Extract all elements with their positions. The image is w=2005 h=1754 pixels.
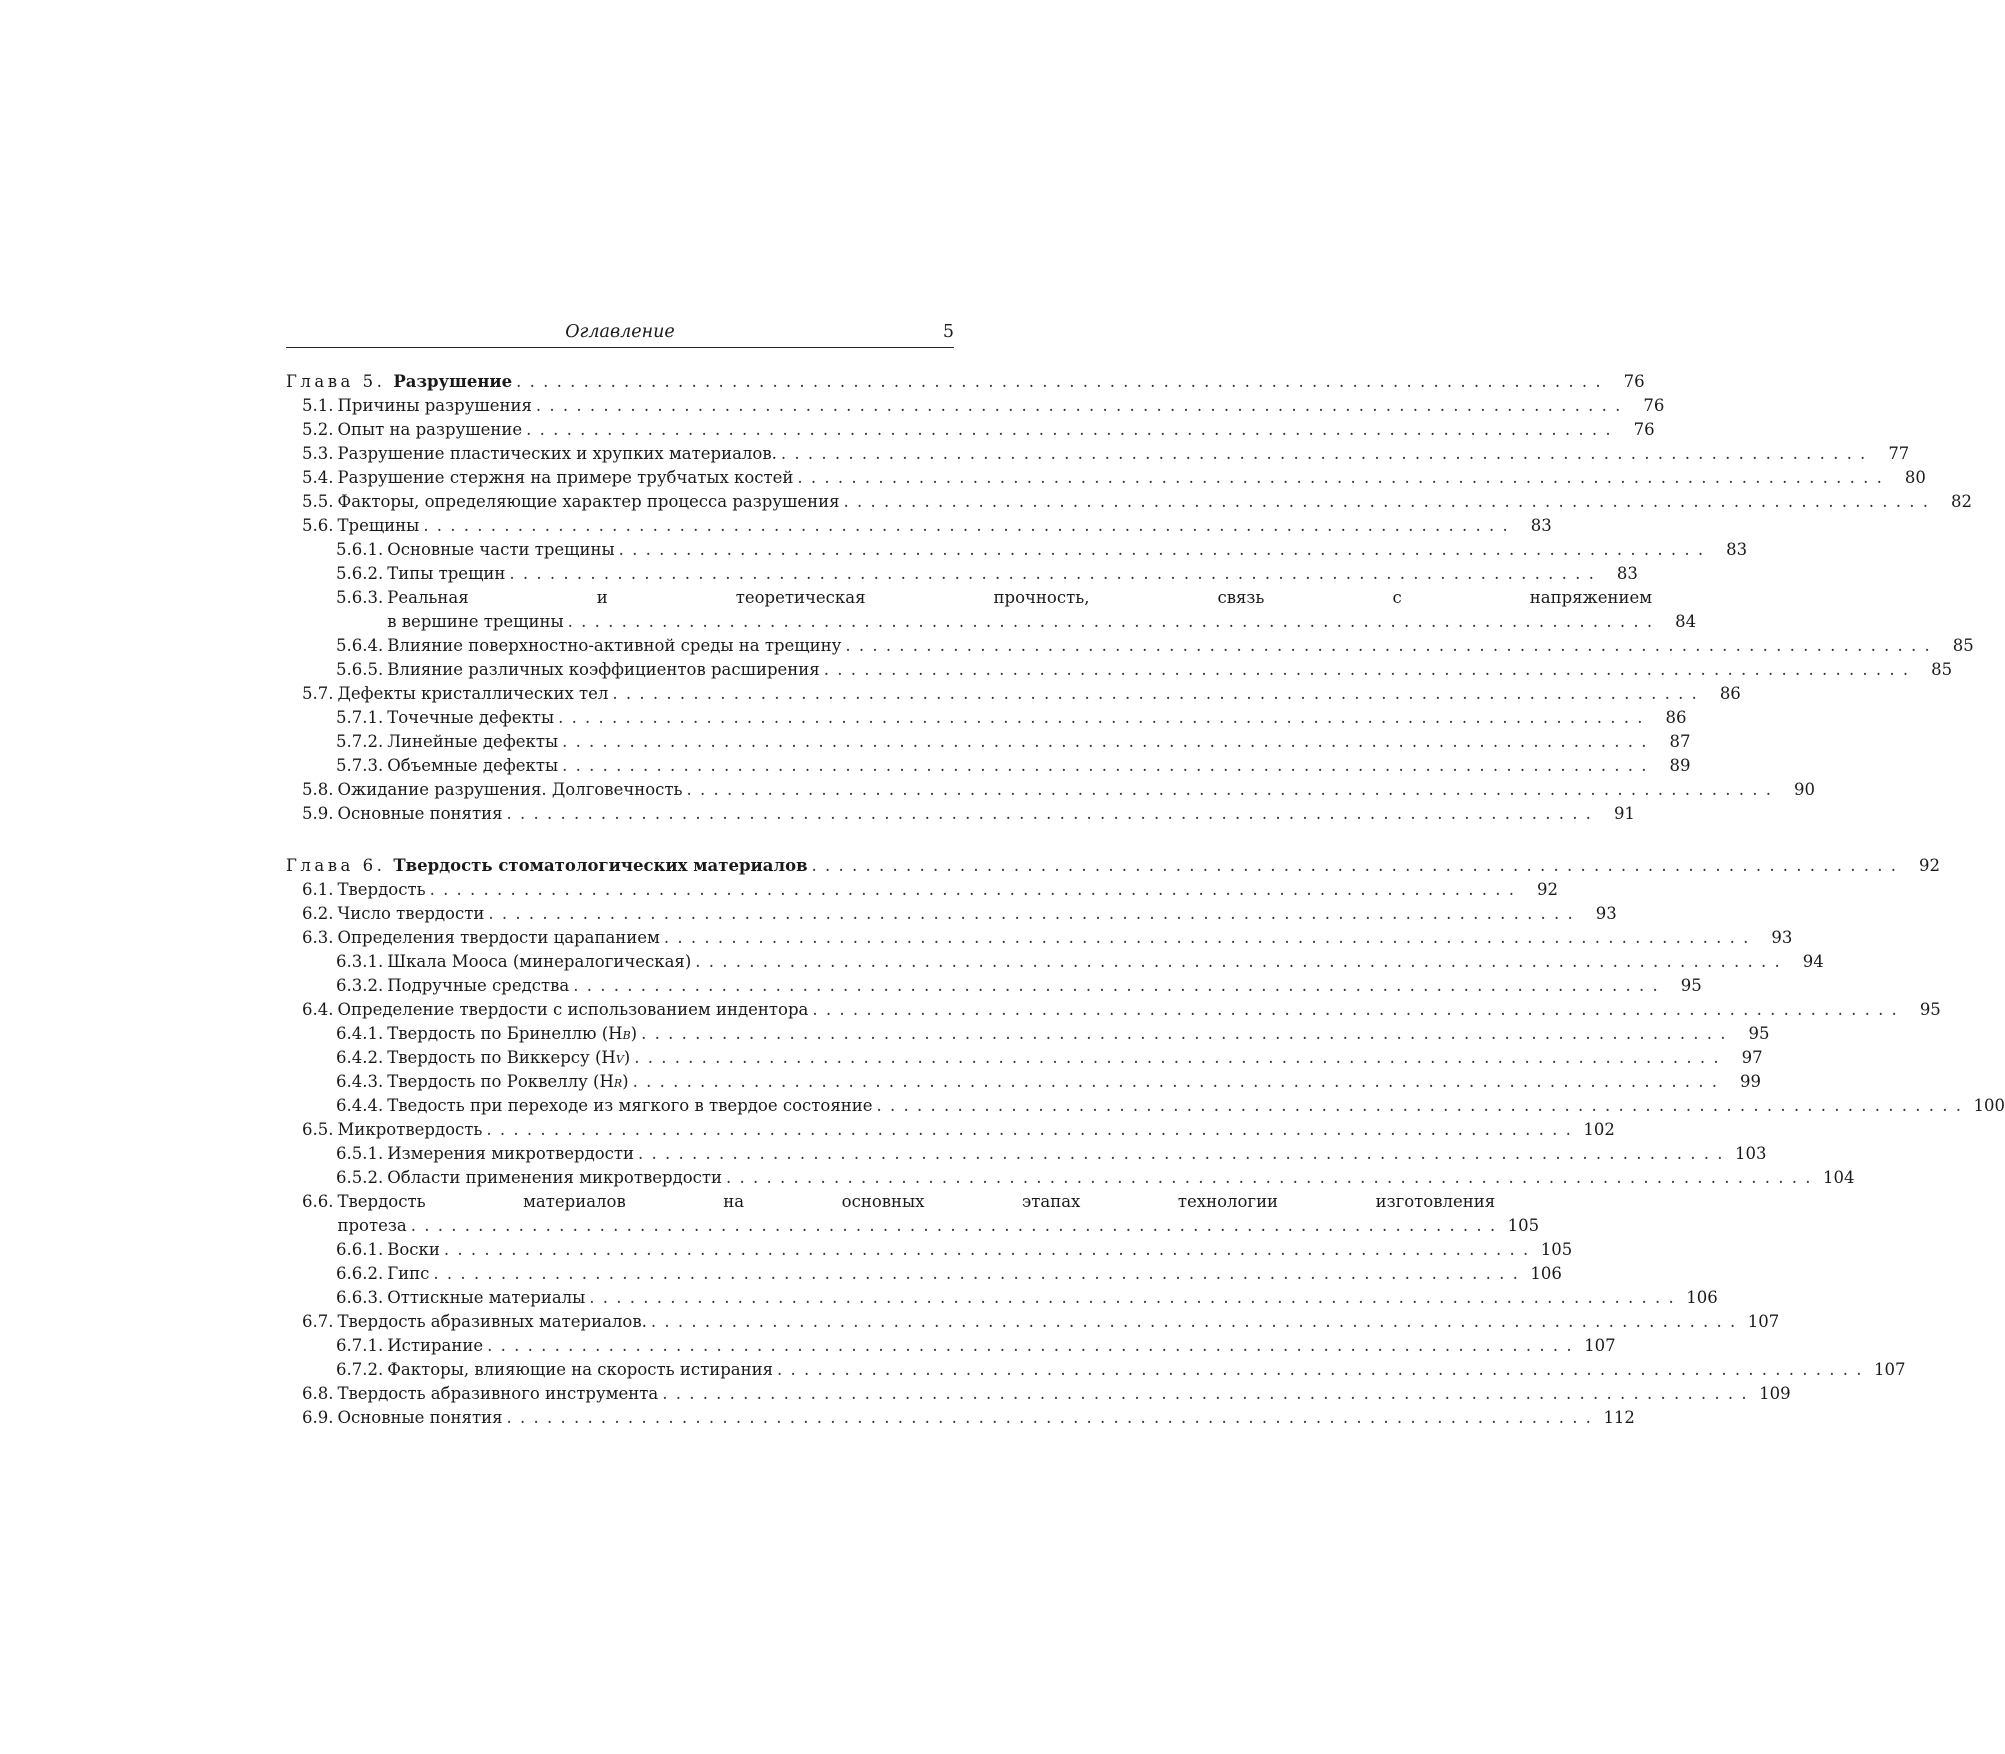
- item-label: Объемные дефекты: [387, 756, 559, 775]
- toc-item-5-6-5[interactable]: [286, 658, 1953, 682]
- toc-item-6-4[interactable]: [286, 998, 1941, 1022]
- page-ref: 95: [1680, 976, 1702, 995]
- chapter-title: Твердость стоматологических материалов: [393, 856, 808, 875]
- toc-item-6-4-4[interactable]: [286, 1094, 2005, 1118]
- item-label-tail: ): [630, 1024, 638, 1043]
- leader-dots: [486, 1118, 1570, 1142]
- leader-dots: [612, 682, 1696, 706]
- item-label-line2: протеза: [337, 1216, 407, 1235]
- page-ref: 90: [1793, 780, 1815, 799]
- page-ref: 105: [1507, 1216, 1540, 1235]
- item-label-tail: ): [622, 1072, 629, 1091]
- item-label-line2: в вершине трещины: [387, 612, 564, 631]
- item-label: Определения твердости царапанием: [337, 928, 660, 947]
- item-number: 6.4.4.: [336, 1096, 384, 1115]
- page-ref: 92: [1537, 880, 1559, 899]
- item-label: Разрушение стержня на примере трубчатых костей: [337, 468, 794, 487]
- page-ref: 109: [1759, 1384, 1791, 1403]
- page-ref: 87: [1669, 732, 1691, 751]
- toc-chapter-6[interactable]: [286, 854, 1940, 878]
- page-ref: 76: [1643, 396, 1665, 415]
- leader-dots: [797, 466, 1881, 490]
- item-number: 6.5.2.: [336, 1168, 384, 1187]
- toc-item-5-6-3[interactable]: [286, 586, 1697, 634]
- leader-dots: [824, 658, 1908, 682]
- toc-item-5-6-4[interactable]: [286, 634, 1974, 658]
- toc-item-5-7-2[interactable]: [286, 730, 1691, 754]
- item-number: 6.3.2.: [336, 976, 384, 995]
- toc-item-6-5-2[interactable]: [286, 1166, 1855, 1190]
- item-number: 6.4.2.: [336, 1048, 384, 1067]
- item-number: 6.6.1.: [336, 1240, 384, 1259]
- item-number: 6.6.2.: [336, 1264, 384, 1283]
- item-label-subscript: B: [622, 1029, 631, 1042]
- item-number: 5.6.1.: [336, 540, 384, 559]
- item-label: Истирание: [387, 1336, 484, 1355]
- item-number: 5.2.: [302, 420, 334, 439]
- item-label: Опыт на разрушение: [337, 420, 523, 439]
- leader-dots: [664, 926, 1748, 950]
- item-label: Гипс: [387, 1264, 430, 1283]
- item-label: Твердость по Бринеллю (H: [387, 1024, 623, 1043]
- item-label: Трещины: [337, 516, 420, 535]
- leader-dots: [487, 1334, 1571, 1358]
- page-ref: 106: [1686, 1288, 1718, 1307]
- leader-dots: [516, 370, 1600, 394]
- header-rule: [286, 347, 954, 348]
- leader-dots: [568, 610, 1652, 634]
- item-number: 6.4.1.: [336, 1024, 384, 1043]
- leader-dots: [641, 1022, 1725, 1046]
- page-ref: 97: [1741, 1048, 1763, 1067]
- item-number: 6.9.: [302, 1408, 334, 1427]
- item-number: 5.6.: [302, 516, 334, 535]
- page-ref: 76: [1623, 372, 1645, 391]
- item-number: 5.6.4.: [336, 636, 384, 655]
- item-number: 6.7.2.: [336, 1360, 384, 1379]
- item-label: Число твердости: [337, 904, 485, 923]
- toc-item-6-6[interactable]: [286, 1190, 1540, 1238]
- chapter-prefix: Глава 5.: [286, 372, 386, 391]
- toc-item-6-1[interactable]: [286, 878, 1559, 902]
- leader-dots: [526, 418, 1610, 442]
- leader-dots: [695, 950, 1779, 974]
- chapter-prefix: Глава 6.: [286, 856, 386, 875]
- leader-dots: [423, 514, 1507, 538]
- page-ref: 86: [1719, 684, 1741, 703]
- item-number: 5.6.5.: [336, 660, 384, 679]
- leader-dots: [777, 1358, 1861, 1382]
- toc-item-5-6-1[interactable]: [286, 538, 1748, 562]
- toc-item-6-2[interactable]: [286, 902, 1617, 926]
- page-ref: 83: [1530, 516, 1552, 535]
- item-number: 5.7.1.: [336, 708, 384, 727]
- toc-item-5-8[interactable]: [286, 778, 1815, 802]
- item-label: Твердость по Виккерсу (H: [387, 1048, 616, 1067]
- item-label: Микротвердость: [337, 1120, 483, 1139]
- item-number: 6.3.1.: [336, 952, 384, 971]
- page-ref: 82: [1950, 492, 1972, 511]
- item-label: Типы трещин: [387, 564, 506, 583]
- item-number: 5.7.2.: [336, 732, 384, 751]
- page-ref: 102: [1583, 1120, 1615, 1139]
- item-label-tail: ): [623, 1048, 631, 1067]
- item-label: Влияние поверхностно-активной среды на трещину: [387, 636, 842, 655]
- page-ref: 85: [1931, 660, 1953, 679]
- item-label: Основные части трещины: [387, 540, 615, 559]
- leader-dots: [845, 634, 1929, 658]
- toc-item-5-7-3[interactable]: [286, 754, 1691, 778]
- leader-dots: [536, 394, 1620, 418]
- item-label-line1: Твердость материалов на основных этапах технологии изготовления: [337, 1192, 1496, 1211]
- leader-dots: [507, 802, 1591, 826]
- item-label: Ожидание разрушения. Долговечность: [337, 780, 683, 799]
- toc-item-5-4[interactable]: [286, 466, 1926, 490]
- toc-item-6-5-1[interactable]: [286, 1142, 1767, 1166]
- toc-item-6-6-2[interactable]: [286, 1262, 1562, 1286]
- page-ref: 95: [1748, 1024, 1770, 1043]
- item-label: Твердость абразивного инструмента: [337, 1384, 659, 1403]
- leader-dots: [509, 562, 1593, 586]
- item-label: Факторы, определяющие характер процесса разрушения: [337, 492, 840, 511]
- item-number: 5.1.: [302, 396, 334, 415]
- page-ref: 89: [1669, 756, 1691, 775]
- item-label-subscript: V: [615, 1053, 624, 1066]
- chapter-gap: [286, 826, 954, 854]
- item-number: 6.4.: [302, 1000, 334, 1019]
- leader-dots: [558, 706, 1642, 730]
- page-ref: 103: [1734, 1144, 1767, 1163]
- item-number: 6.7.: [302, 1312, 334, 1331]
- page-ref: 105: [1540, 1240, 1573, 1259]
- item-number: 6.5.: [302, 1120, 334, 1139]
- running-header: [286, 320, 954, 348]
- toc-item-6-6-3[interactable]: [286, 1286, 1718, 1310]
- page-ref: 104: [1822, 1168, 1855, 1187]
- page-ref: 83: [1726, 540, 1748, 559]
- item-label: Области применения микротвердости: [387, 1168, 723, 1187]
- leader-dots: [662, 1382, 1746, 1406]
- toc-item-5-2[interactable]: [286, 418, 1655, 442]
- toc-item-5-6-2[interactable]: [286, 562, 1638, 586]
- item-label: Шкала Мооса (минералогическая): [387, 952, 692, 971]
- page-ref: 93: [1595, 904, 1617, 923]
- leader-dots: [619, 538, 1703, 562]
- toc-item-6-7-2[interactable]: [286, 1358, 1906, 1382]
- item-label: Дефекты кристаллических тел: [337, 684, 609, 703]
- toc-item-6-7-1[interactable]: [286, 1334, 1616, 1358]
- leader-dots: [651, 1310, 1735, 1334]
- item-number: 6.1.: [302, 880, 334, 899]
- toc-chapter-5[interactable]: [286, 370, 1645, 394]
- item-number: 6.6.: [302, 1192, 334, 1211]
- page-ref: 107: [1747, 1312, 1780, 1331]
- item-label: Подручные средства: [387, 976, 570, 995]
- page-number: 5: [942, 322, 954, 342]
- page-ref: 92: [1918, 856, 1940, 875]
- toc-page: [286, 320, 2005, 1427]
- page-ref: 100: [1973, 1096, 2005, 1115]
- table-of-contents: [286, 370, 2005, 1430]
- item-label: Факторы, влияющие на скорость истирания: [387, 1360, 774, 1379]
- leader-dots: [430, 878, 1514, 902]
- item-label: Причины разрушения: [337, 396, 532, 415]
- leader-dots: [589, 1286, 1673, 1310]
- toc-item-6-9[interactable]: [286, 1406, 1635, 1430]
- leader-dots: [844, 490, 1928, 514]
- page-ref: 83: [1616, 564, 1638, 583]
- item-label: Твердость: [337, 880, 426, 899]
- toc-item-5-6[interactable]: [286, 514, 1552, 538]
- item-label: Оттискные материалы: [387, 1288, 586, 1307]
- page-ref: 106: [1530, 1264, 1562, 1283]
- toc-item-6-6-1[interactable]: [286, 1238, 1573, 1262]
- item-number: 5.3.: [302, 444, 334, 463]
- page-ref: 112: [1603, 1408, 1635, 1427]
- item-label: Влияние различных коэффициентов расширения: [387, 660, 820, 679]
- item-number: 6.4.3.: [336, 1072, 384, 1091]
- leader-dots: [812, 854, 1896, 878]
- leader-dots: [411, 1214, 1495, 1238]
- leader-dots: [562, 754, 1646, 778]
- page-ref: 85: [1952, 636, 1974, 655]
- item-number: 6.5.1.: [336, 1144, 384, 1163]
- page-ref: 93: [1771, 928, 1793, 947]
- toc-item-6-4-3[interactable]: [286, 1070, 1762, 1094]
- leader-dots: [507, 1406, 1591, 1430]
- page-ref: 94: [1802, 952, 1824, 971]
- item-number: 5.4.: [302, 468, 334, 487]
- leader-dots: [877, 1094, 1961, 1118]
- item-label: Определение твердости с использованием индентора: [337, 1000, 809, 1019]
- toc-item-6-7[interactable]: [286, 1310, 1780, 1334]
- page-ref: 76: [1633, 420, 1655, 439]
- item-label: Основные понятия: [337, 804, 503, 823]
- toc-item-5-1[interactable]: [286, 394, 1665, 418]
- toc-item-5-7[interactable]: [286, 682, 1741, 706]
- running-header-title: Оглавление: [565, 322, 675, 342]
- toc-item-5-9[interactable]: [286, 802, 1635, 826]
- toc-item-6-3-1[interactable]: [286, 950, 1824, 974]
- leader-dots: [687, 778, 1771, 802]
- leader-dots: [781, 442, 1865, 466]
- page-ref: 91: [1613, 804, 1635, 823]
- item-label: Тведость при переходе из мягкого в твердое состояние: [387, 1096, 873, 1115]
- leader-dots: [812, 998, 1896, 1022]
- page-ref: 77: [1888, 444, 1910, 463]
- toc-item-6-3-2[interactable]: [286, 974, 1702, 998]
- leader-dots: [638, 1142, 1722, 1166]
- item-number: 6.7.1.: [336, 1336, 384, 1355]
- page-ref: 107: [1873, 1360, 1906, 1379]
- chapter-title: Разрушение: [393, 372, 513, 391]
- item-label: Твердость по Роквеллу (H: [387, 1072, 614, 1091]
- leader-dots: [726, 1166, 1810, 1190]
- page-ref: 84: [1675, 612, 1697, 631]
- toc-item-6-3[interactable]: [286, 926, 1793, 950]
- toc-item-6-8[interactable]: [286, 1382, 1791, 1406]
- leader-dots: [562, 730, 1646, 754]
- item-number: 6.8.: [302, 1384, 334, 1403]
- item-label: Линейные дефекты: [387, 732, 559, 751]
- item-number: 5.7.3.: [336, 756, 384, 775]
- toc-item-5-5[interactable]: [286, 490, 1972, 514]
- leader-dots: [633, 1070, 1717, 1094]
- toc-item-6-5[interactable]: [286, 1118, 1615, 1142]
- leader-dots: [634, 1046, 1718, 1070]
- item-number: 5.6.2.: [336, 564, 384, 583]
- item-label: Разрушение пластических и хрупких материалов.: [337, 444, 777, 463]
- page-ref: 80: [1904, 468, 1926, 487]
- toc-item-6-4-2[interactable]: [286, 1046, 1763, 1070]
- leader-dots: [444, 1238, 1528, 1262]
- item-number: 6.6.3.: [336, 1288, 384, 1307]
- item-number: 5.7.: [302, 684, 334, 703]
- page-ref: 95: [1919, 1000, 1941, 1019]
- page-ref: 107: [1584, 1336, 1616, 1355]
- toc-item-5-3[interactable]: [286, 442, 1910, 466]
- item-label: Твердость абразивных материалов.: [337, 1312, 647, 1331]
- item-number: 5.6.3.: [336, 588, 384, 607]
- item-label: Измерения микротвердости: [387, 1144, 635, 1163]
- item-number: 6.2.: [302, 904, 334, 923]
- item-label: Основные понятия: [337, 1408, 503, 1427]
- item-number: 6.3.: [302, 928, 334, 947]
- item-label: Точечные дефекты: [387, 708, 555, 727]
- item-number: 5.5.: [302, 492, 334, 511]
- item-number: 5.8.: [302, 780, 334, 799]
- leader-dots: [488, 902, 1572, 926]
- item-label-line1: Реальная и теоретическая прочность, связь с напряжением: [387, 588, 1653, 607]
- item-number: 5.9.: [302, 804, 334, 823]
- item-label-subscript: R: [613, 1077, 623, 1090]
- leader-dots: [433, 1262, 1517, 1286]
- toc-item-6-4-1[interactable]: [286, 1022, 1770, 1046]
- page-ref: 86: [1665, 708, 1687, 727]
- item-label: Воски: [387, 1240, 440, 1259]
- page-ref: 99: [1740, 1072, 1762, 1091]
- toc-item-5-7-1[interactable]: [286, 706, 1687, 730]
- leader-dots: [573, 974, 1657, 998]
